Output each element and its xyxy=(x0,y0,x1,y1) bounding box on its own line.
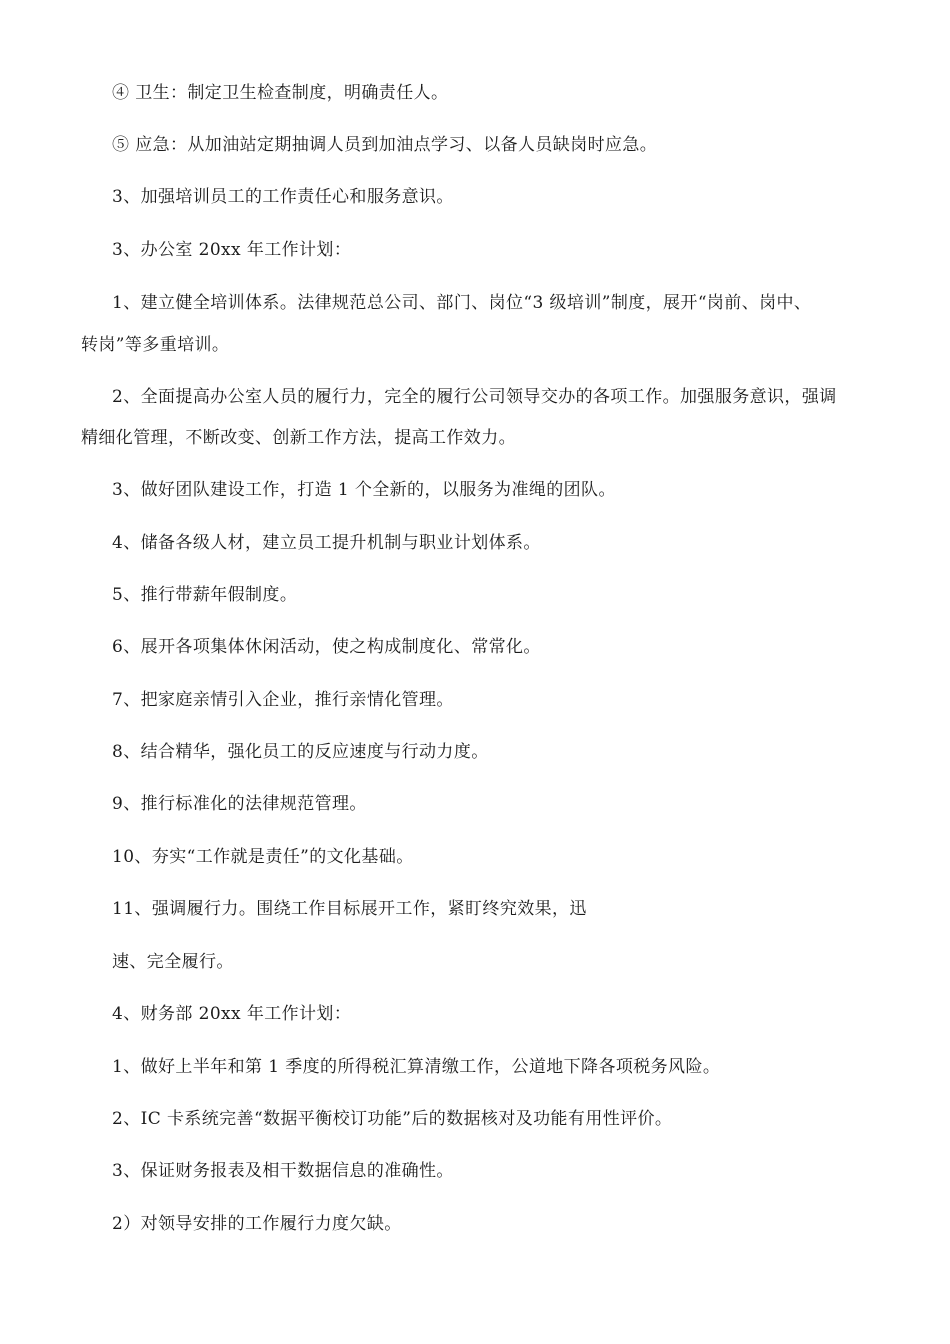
office-item-2-continued: 精细化管理，不断改变、创新工作方法，提高工作效力。 xyxy=(81,428,516,448)
office-item-5: 5、推行带薪年假制度。 xyxy=(112,585,298,605)
office-item-8: 8、结合精华，强化员工的反应速度与行动力度。 xyxy=(112,742,489,762)
office-item-7: 7、把家庭亲情引入企业，推行亲情化管理。 xyxy=(112,690,454,710)
emergency-item: ⑤ 应急：从加油站定期抽调人员到加油点学习、以备人员缺岗时应急。 xyxy=(112,135,658,155)
office-item-2: 2、全面提高办公室人员的履行力，完全的履行公司领导交办的各项工作。加强服务意识，强调 xyxy=(112,387,837,407)
office-item-1-continued: 转岗”等多重培训。 xyxy=(81,335,230,355)
office-item-1: 1、建立健全培训体系。法律规范总公司、部门、岗位“3 级培训”制度，展开“岗前、岗中、 xyxy=(112,293,812,313)
office-item-3: 3、做好团队建设工作，打造 1 个全新的，以服务为准绳的团队。 xyxy=(112,480,616,500)
finance-item-3: 3、保证财务报表及相干数据信息的准确性。 xyxy=(112,1161,454,1181)
office-item-11-continued: 速、完全履行。 xyxy=(112,952,234,972)
hygiene-item: ④ 卫生：制定卫生检查制度，明确责任人。 xyxy=(112,83,449,103)
office-item-9: 9、推行标准化的法律规范管理。 xyxy=(112,794,367,814)
problem-item-2: 2）对领导安排的工作履行力度欠缺。 xyxy=(112,1214,402,1234)
office-item-11: 11、强调履行力。围绕工作目标展开工作，紧盯终究效果，迅 xyxy=(112,899,587,919)
finance-item-1: 1、做好上半年和第 1 季度的所得税汇算清缴工作，公道地下降各项税务风险。 xyxy=(112,1057,721,1077)
office-item-6: 6、展开各项集体休闲活动，使之构成制度化、常常化。 xyxy=(112,637,541,657)
finance-item-2: 2、IC 卡系统完善“数据平衡校订功能”后的数据核对及功能有用性评价。 xyxy=(112,1109,673,1129)
office-item-10: 10、夯实“工作就是责任”的文化基础。 xyxy=(112,847,414,867)
office-plan-heading: 3、办公室 20xx 年工作计划： xyxy=(112,240,352,260)
finance-plan-heading: 4、财务部 20xx 年工作计划： xyxy=(112,1004,352,1024)
training-item: 3、加强培训员工的工作责任心和服务意识。 xyxy=(112,187,454,207)
office-item-4: 4、储备各级人材，建立员工提升机制与职业计划体系。 xyxy=(112,533,541,553)
